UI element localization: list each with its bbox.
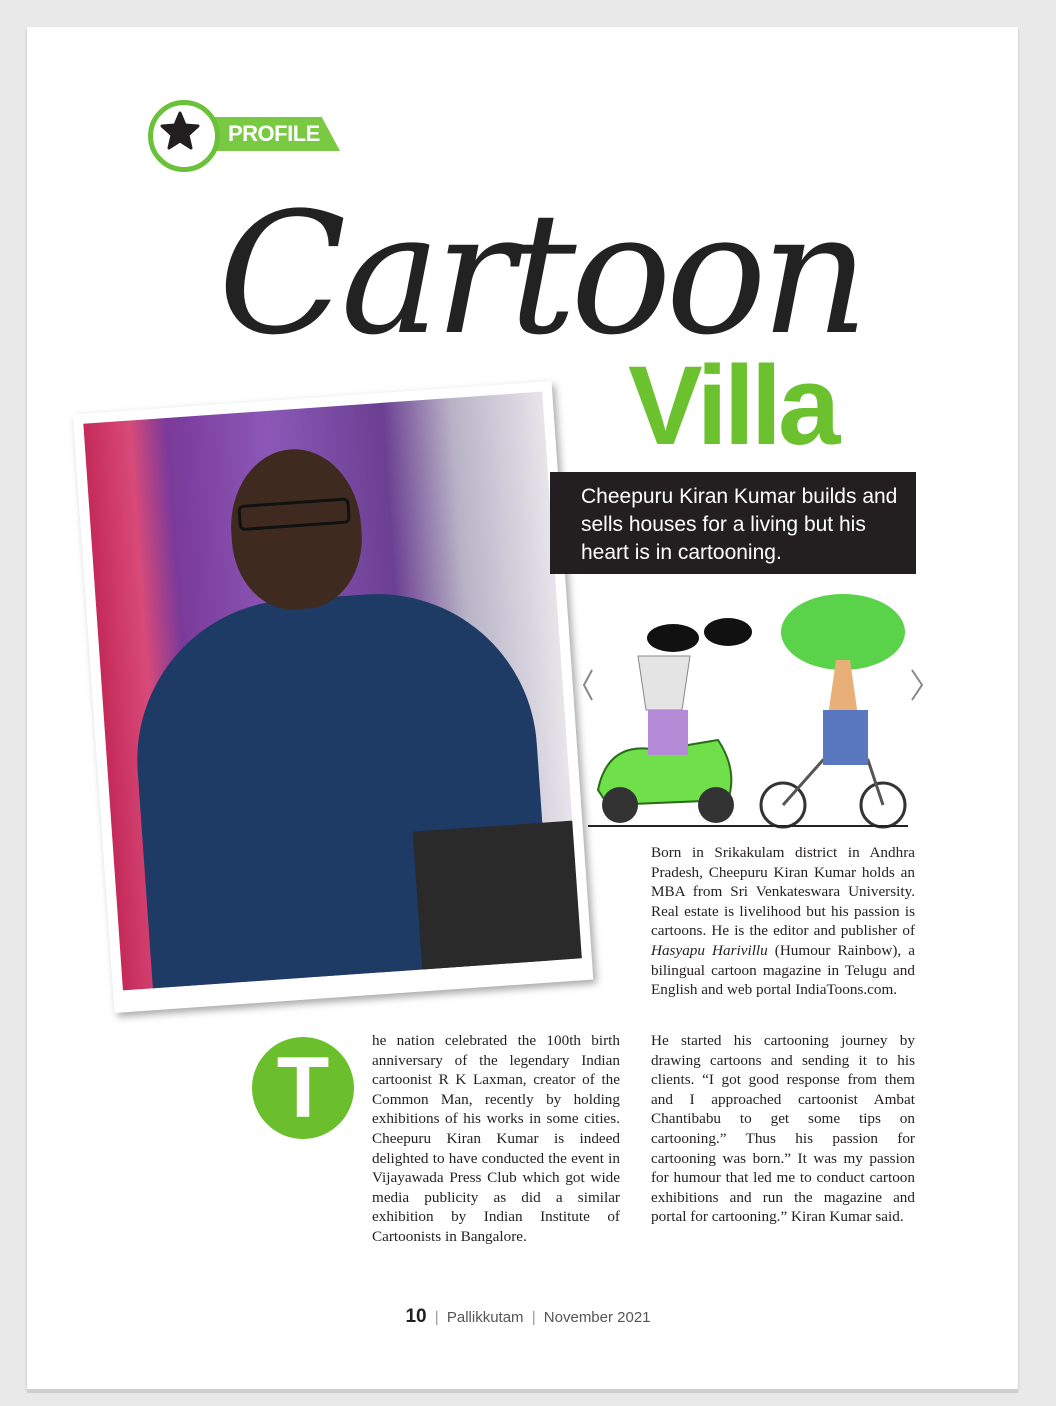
chevron-left-icon[interactable]: [584, 670, 592, 700]
page-footer: [0, 1306, 1056, 1328]
profile-badge: [148, 100, 348, 172]
subtitle-box: Cheepuru Kiran Kumar builds and sells houses for a living but his heart is in cartooning.: [550, 472, 916, 574]
chevron-right-icon[interactable]: [912, 670, 922, 700]
magazine-name: Hasyapu Harivillu: [651, 941, 768, 959]
dropcap-circle: [252, 1037, 354, 1139]
chimney-head: [638, 656, 690, 710]
footer-separator: |: [531, 1309, 536, 1326]
issue-date: November 2021: [543, 1309, 651, 1326]
scooter: [598, 710, 734, 823]
footer-separator: |: [434, 1309, 439, 1326]
title-script: Cartoon: [218, 176, 864, 372]
bicycle: [761, 710, 905, 827]
page-number: 10: [405, 1306, 427, 1327]
photo-desk: [413, 820, 582, 972]
badge-label: PROFILE: [228, 121, 320, 146]
paragraph-intro: he nation celebrated the 100th birth anniversary of the legendary Indian cartoonist R K Laxman, creator of the Common Man, recently by holding exhibitions of his works in some cities. Cheepuru Kiran Kumar is indeed delighted to have conducted the event in Vijayawada Press Club which got wide media publicity as did a similar exhibition by Indian Institute of Cartoonists in Bangalore.: [372, 1032, 620, 1245]
page-edge: [27, 1389, 1018, 1393]
dropcap-letter: T: [276, 1040, 330, 1136]
portrait-photo: [83, 392, 582, 991]
born-text-1: Born in Srikakulam district in Andhra Pradesh, Cheepuru Kiran Kumar holds an MBA from Sri Venkateswara University. Real estate is livelihood but his passion is cartoons. He is the editor and publisher of: [651, 844, 915, 940]
cartoon-illustration: [578, 590, 928, 830]
smoke-clouds: [647, 618, 752, 652]
portrait-photo-frame: [73, 381, 594, 1013]
paragraph-born: [651, 843, 915, 1000]
magazine-title: Pallikkutam: [446, 1309, 524, 1326]
star-icon: [160, 111, 200, 151]
title-villa: Villa: [628, 343, 837, 468]
tree-head: [781, 594, 905, 730]
born-text-2: (Humour Rainbow), a bilingual cartoon magazine in Telugu and English and web portal IndiaToons.com.: [651, 941, 915, 999]
paragraph-journey: He started his cartooning journey by drawing cartoons and sending it to his clients. “I got good response from them and I approached cartoonist Ambat Chantibabu to get some tips on cartooning.” Thus his passion for cartooning was born.” It was my passion for humour that led me to conduct cartoon exhibitions and run the magazine and portal for cartooning.” Kiran Kumar said.: [651, 1032, 915, 1226]
